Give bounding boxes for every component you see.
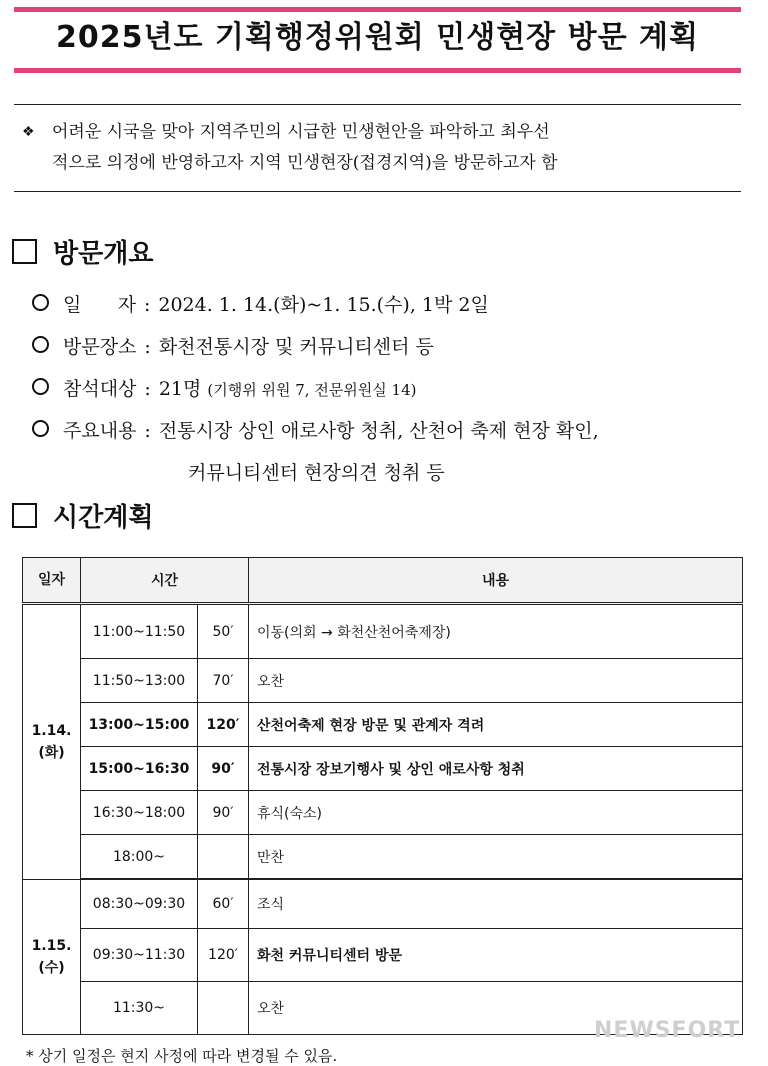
duration-cell: [198, 835, 249, 880]
time-cell: 18:00~: [81, 835, 198, 880]
content-cell: 산천어축제 현장 방문 및 관계자 격려: [249, 703, 743, 747]
overview-item-content-line2: [188, 458, 445, 485]
intro-line-1: 어려운 시국을 맞아 지역주민의 시급한 민생현안을 파악하고 최우선: [52, 122, 550, 142]
colon: :: [144, 420, 151, 442]
schedule-heading-text: 시간계획: [53, 503, 154, 533]
date-cell-day1: [23, 604, 81, 880]
duration-cell: 70′: [198, 659, 249, 703]
intro-top-rule: [14, 104, 741, 105]
footnote: * 상기 일정은 현지 사정에 따라 변경될 수 있음.: [26, 1047, 338, 1065]
colon: :: [143, 294, 151, 316]
item-label: 주요내용: [63, 420, 137, 442]
content-cell: 휴식(숙소): [249, 791, 743, 835]
table-row: [23, 835, 743, 880]
table-row: [23, 659, 743, 703]
circle-bullet-icon: [32, 336, 49, 353]
date-line-1: 1.14.: [31, 722, 72, 739]
col-header-time: 시간: [81, 558, 249, 604]
circle-bullet-icon: [32, 378, 49, 395]
time-cell: 11:50~13:00: [81, 659, 198, 703]
content-cell: 조식: [249, 879, 743, 929]
duration-cell: 60′: [198, 879, 249, 929]
overview-item-attendees: [32, 374, 416, 401]
page-title: 2025년도 기획행정위원회 민생현장 방문 계획: [56, 20, 699, 55]
intro-bottom-rule: [14, 191, 741, 192]
table-header-row: [23, 558, 743, 604]
square-checkbox-icon: [12, 503, 37, 528]
table-row: [23, 791, 743, 835]
content-cell: 만찬: [249, 835, 743, 880]
duration-cell: 120′: [198, 703, 249, 747]
time-cell: 13:00~15:00: [81, 703, 198, 747]
date-line-1: 1.15.: [31, 937, 72, 954]
overview-heading-text: 방문개요: [53, 239, 154, 269]
item-value-detail: (기행위 위원 7, 전문위원실 14): [207, 381, 417, 399]
overview-item-content: [32, 416, 599, 443]
table-row: [23, 747, 743, 791]
col-header-date: 일자: [23, 558, 81, 604]
table-row: [23, 604, 743, 659]
date-line-2: (화): [38, 744, 65, 761]
content-cell: 이동(의회 → 화천산천어축제장): [249, 604, 743, 659]
item-value: 전통시장 상인 애로사항 청취, 산천어 축제 현장 확인,: [158, 420, 599, 442]
item-label: 일 자: [63, 294, 136, 316]
colon: :: [144, 378, 151, 400]
content-cell: 전통시장 장보기행사 및 상인 애로사항 청취: [249, 747, 743, 791]
time-cell: 08:30~09:30: [81, 879, 198, 929]
overview-item-place: [32, 332, 434, 359]
item-value: 2024. 1. 14.(화)~1. 15.(수), 1박 2일: [158, 294, 489, 316]
intro-line-2: 적으로 의정에 반영하고자 지역 민생현장(접경지역)을 방문하고자 함: [52, 153, 558, 173]
date-line-2: (수): [38, 959, 65, 976]
top-accent-bar: [14, 7, 741, 12]
item-label: 참석대상: [63, 378, 137, 400]
col-header-content: 내용: [249, 558, 743, 604]
content-cell: 화천 커뮤니티센터 방문: [249, 929, 743, 982]
bottom-accent-bar: [14, 68, 741, 73]
item-value: 21명: [158, 378, 202, 400]
duration-cell: [198, 982, 249, 1035]
colon: :: [144, 336, 151, 358]
duration-cell: 90′: [198, 747, 249, 791]
duration-cell: 90′: [198, 791, 249, 835]
time-cell: 11:00~11:50: [81, 604, 198, 659]
schedule-table: [22, 557, 743, 1035]
section-schedule-heading: [12, 497, 153, 534]
table-row: [23, 879, 743, 929]
time-cell: 09:30~11:30: [81, 929, 198, 982]
item-label: 방문장소: [63, 336, 137, 358]
item-value-line2: 커뮤니티센터 현장의견 청취 등: [188, 462, 445, 484]
content-cell: 오찬: [249, 982, 743, 1035]
section-overview-heading: [12, 233, 153, 270]
time-cell: 16:30~18:00: [81, 791, 198, 835]
duration-cell: 120′: [198, 929, 249, 982]
duration-cell: 50′: [198, 604, 249, 659]
time-cell: 11:30~: [81, 982, 198, 1035]
overview-item-date: [32, 290, 489, 317]
item-value: 화천전통시장 및 커뮤니티센터 등: [158, 336, 434, 358]
diamond-bullet-icon: ❖: [22, 124, 35, 140]
table-row: [23, 703, 743, 747]
content-cell: 오찬: [249, 659, 743, 703]
time-cell: 15:00~16:30: [81, 747, 198, 791]
circle-bullet-icon: [32, 420, 49, 437]
table-row: [23, 929, 743, 982]
square-checkbox-icon: [12, 239, 37, 264]
newsfort-watermark: NEWSFORT: [594, 1018, 741, 1043]
circle-bullet-icon: [32, 294, 49, 311]
date-cell-day2: [23, 879, 81, 1035]
